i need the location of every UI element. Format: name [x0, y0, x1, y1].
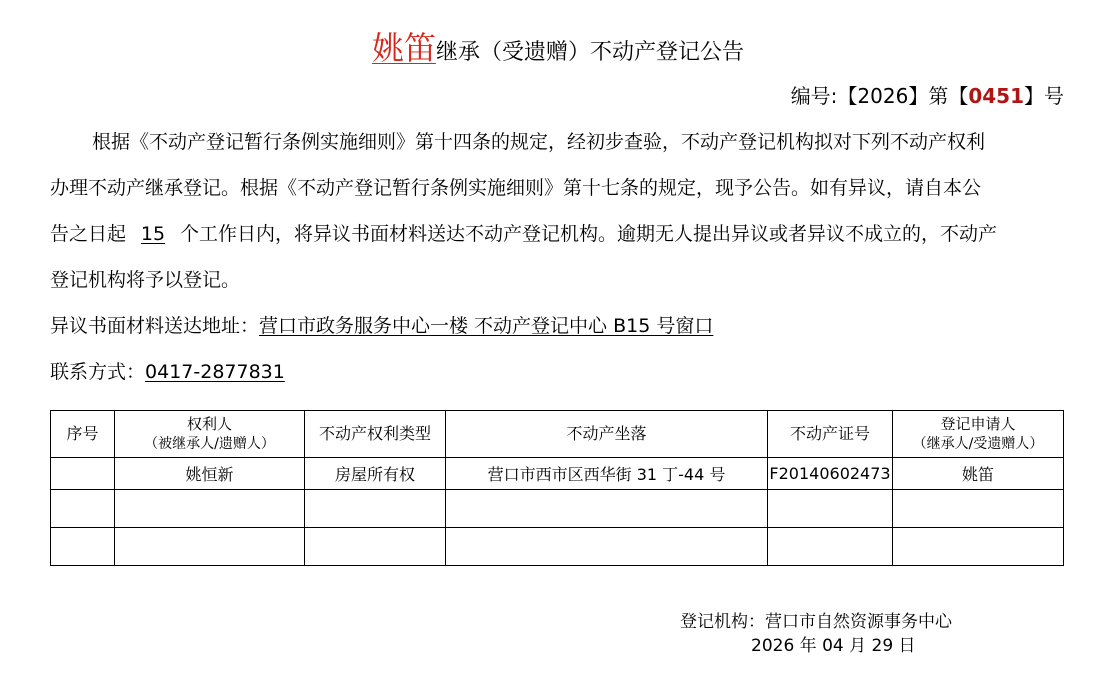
contact-info	[50, 358, 285, 386]
announcement-title	[0, 28, 1116, 73]
header-applicant-main: 登记申请人	[940, 415, 1016, 433]
body-line-2: 办理不动产继承登记。根据《不动产登记暂行条例实施细则》第十七条的规定，现予公告。如有异议，请自本公	[50, 177, 982, 199]
number-prefix: 编号:【2026】第【	[790, 84, 969, 108]
title-text: 继承（受遗赠）不动产登记公告	[436, 40, 745, 65]
announcement-date: 2026 年 04 月 29 日	[751, 636, 916, 656]
cell-location: 营口市西市区西华街 31 丁-44 号	[446, 458, 768, 490]
header-seq: 序号	[51, 411, 115, 458]
document-number	[791, 82, 1064, 110]
cell-owner: 姚恒新	[115, 458, 305, 490]
number-serial: 0451	[968, 84, 1024, 108]
cell-right-type: 房屋所有权	[305, 458, 446, 490]
body-line-1: 根据《不动产登记暂行条例实施细则》第十四条的规定，经初步查验，不动产登记机构拟对下列不动产权利	[92, 131, 986, 153]
header-applicant-sub: （继承人/受遗赠人）	[912, 436, 1044, 452]
body-line-4: 登记机构将予以登记。	[50, 269, 241, 291]
table-row-empty	[51, 490, 1064, 528]
cell-cert-no: F20140602473	[768, 458, 893, 490]
header-owner-sub: （被继承人/遗赠人）	[144, 436, 275, 452]
table-header-row	[51, 411, 1064, 458]
number-suffix: 】号	[1024, 84, 1064, 108]
header-owner	[115, 411, 305, 458]
header-cert-no: 不动产证号	[768, 411, 893, 458]
table-row-empty	[51, 528, 1064, 566]
cell-seq	[51, 458, 115, 490]
body-line-3-end: 个工作日内，将异议书面材料送达不动产登记机构。逾期无人提出异议或者异议不成立的，不动产	[180, 223, 998, 245]
header-location: 不动产坐落	[446, 411, 768, 458]
header-right-type: 不动产权利类型	[305, 411, 446, 458]
address-label: 异议书面材料送达地址：	[50, 315, 260, 337]
registration-table	[50, 410, 1064, 566]
body-line-3-start: 告之日起	[50, 223, 127, 245]
header-applicant	[893, 411, 1064, 458]
objection-address	[50, 312, 713, 340]
applicant-name: 姚笛	[371, 29, 436, 67]
cell-applicant: 姚笛	[893, 458, 1064, 490]
header-owner-main: 权利人	[186, 415, 232, 433]
contact-label: 联系方式：	[50, 361, 146, 383]
body-line-3	[50, 220, 997, 248]
registration-agency: 登记机构：营口市自然资源事务中心	[680, 612, 952, 632]
contact-value: 0417-2877831	[145, 361, 285, 383]
table-row	[51, 458, 1064, 490]
working-days: 15	[140, 223, 166, 245]
address-value: 营口市政务服务中心一楼 不动产登记中心 B15 号窗口	[259, 315, 714, 337]
